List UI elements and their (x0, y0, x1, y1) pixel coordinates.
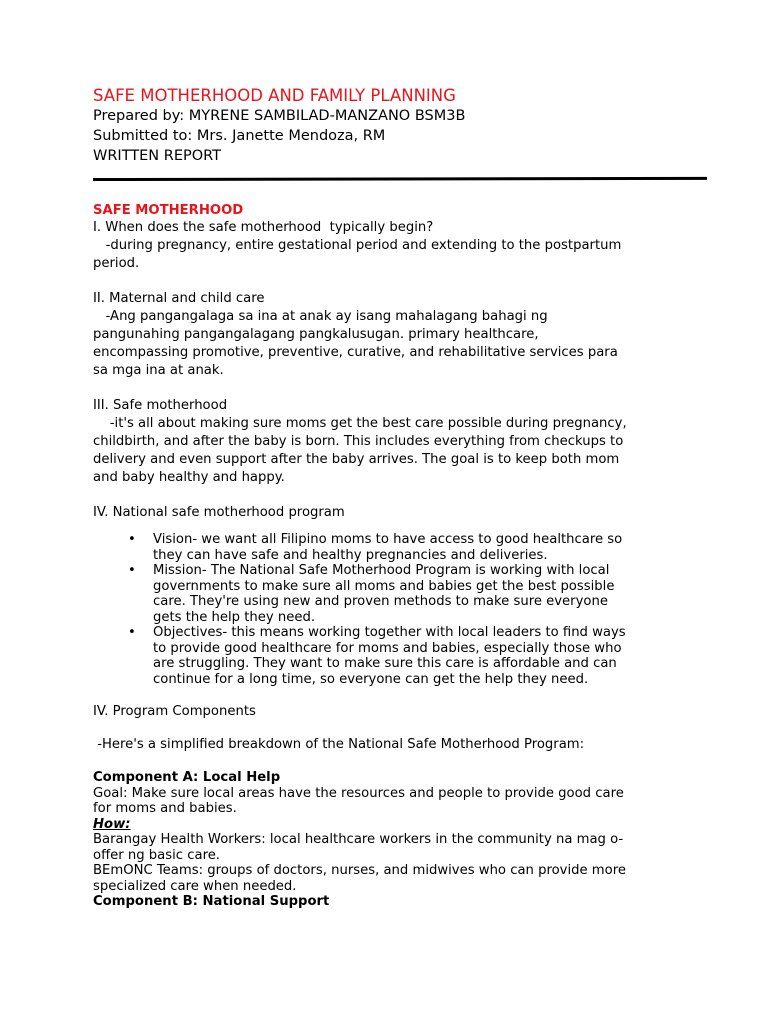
q1-question: I. When does the safe motherhood typically begin? (93, 220, 434, 235)
bemonc-line: specialized care when needed. (93, 878, 297, 894)
q2-heading: II. Maternal and child care (93, 291, 265, 306)
bemonc-line: BEmONC Teams: groups of doctors, nurses, and midwives who can provide more (93, 863, 626, 878)
q2-line: sa mga ina at anak. (93, 363, 224, 378)
document-title: SAFE MOTHERHOOD AND FAMILY PLANNING (93, 86, 456, 105)
q2-line: -Ang pangangalaga sa ina at anak ay isang mahalagang bahagi ng (93, 309, 548, 324)
q3-line: childbirth, and after the baby is born. This includes everything from checkups to (93, 434, 624, 449)
bhw-line: offer ng basic care. (93, 847, 221, 863)
submitted-to: Submitted to: Mrs. Janette Mendoza, RM (93, 128, 386, 144)
component-a-goal: for moms and babies. (93, 801, 237, 816)
q3-line: and baby healthy and happy. (93, 470, 285, 485)
q3-heading: III. Safe motherhood (93, 398, 228, 413)
report-type: WRITTEN REPORT (93, 148, 222, 164)
q2-line: encompassing promotive, preventive, curative, and rehabilitative services para (93, 345, 618, 360)
bullet-icon: • (128, 625, 136, 640)
component-b-heading: Component B: National Support (93, 894, 330, 909)
document-page (93, 86, 713, 910)
bhw-line: Barangay Health Workers: local healthcare workers in the community na mag o- (93, 832, 624, 847)
q1-answer-line: period. (93, 256, 140, 271)
q5-intro: -Here's a simplified breakdown of the National Safe Motherhood Program: (93, 737, 585, 752)
q3-line: delivery and even support after the baby arrives. The goal is to keep both mom (93, 452, 620, 467)
section-heading: SAFE MOTHERHOOD (93, 203, 244, 218)
how-label: How: (93, 816, 131, 832)
q5-heading: IV. Program Components (93, 704, 256, 719)
prepared-by: Prepared by: MYRENE SAMBILAD-MANZANO BSM3B (93, 108, 466, 124)
component-a-goal: Goal: Make sure local areas have the resources and people to provide good care (93, 785, 624, 801)
bullet-icon: • (128, 532, 136, 547)
q4-heading: IV. National safe motherhood program (93, 505, 345, 520)
q1-answer-line: -during pregnancy, entire gestational period and extending to the postpartum (93, 238, 622, 253)
q2-line: pangunahing pangangalagang pangkalusugan. primary healthcare, (93, 327, 539, 342)
q3-line: -it's all about making sure moms get the best care possible during pregnancy, (93, 416, 627, 431)
list-item: • Objectives- this means working together with local leaders to find ways to provide good healthcare for moms and babies, especially those who are struggling. They want to make sure this care is affordable and can continue for a long time, so everyone can get the help they need. (128, 625, 626, 687)
component-a-heading: Component A: Local Help (93, 770, 281, 785)
list-item: • Vision- we want all Filipino moms to have access to good healthcare so they can have safe and healthy pregnancies and deliveries. (128, 532, 623, 563)
program-bullets (93, 532, 713, 687)
list-item: • Mission- The National Safe Motherhood Program is working with local governments to make sure all moms and babies get the best possible care. They're using new and proven methods to make sure everyone gets the help they need. (128, 563, 615, 625)
header-divider (93, 177, 707, 181)
bullet-icon: • (128, 563, 136, 578)
